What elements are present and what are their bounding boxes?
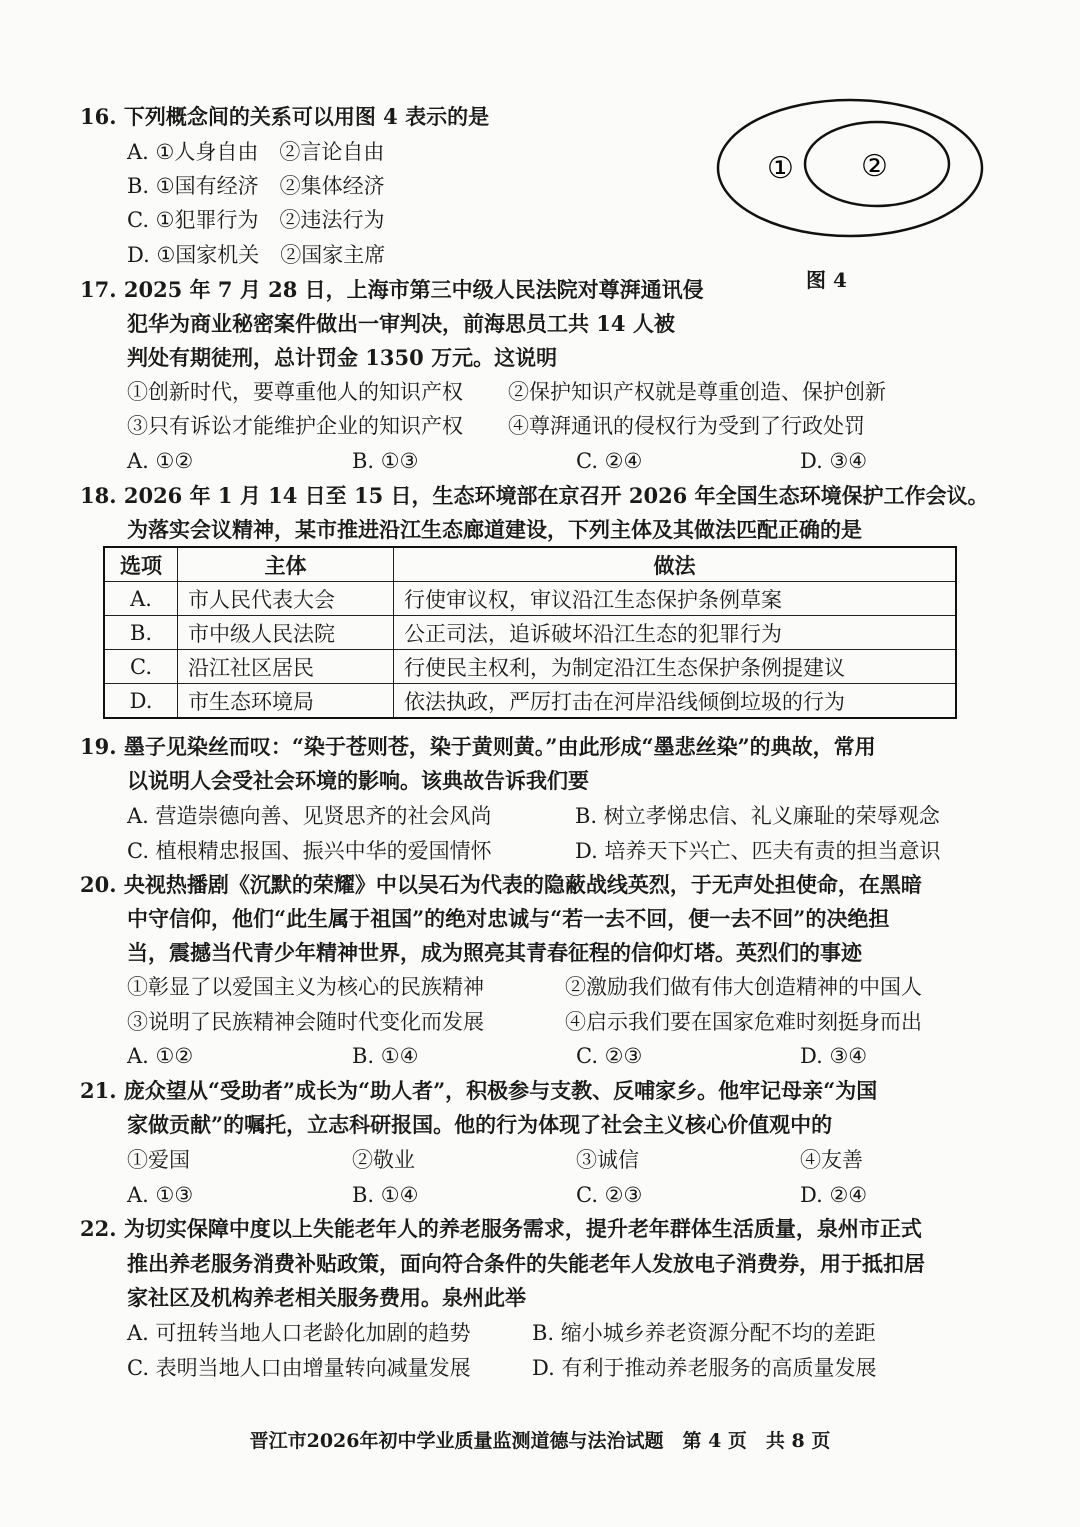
table-row xyxy=(104,650,956,684)
q20-line-2: 中守信仰，他们“此生属于祖国”的绝对忠诚与“若一去不回，便一去不回”的决绝担 xyxy=(127,906,890,931)
q21-line-2: 家做贡献”的嘱托，立志科研报国。他的行为体现了社会主义核心价值观中的 xyxy=(127,1112,833,1137)
header-option: 选项 xyxy=(104,547,178,582)
q17-statement-3: ③只有诉讼才能维护企业的知识产权 xyxy=(127,414,463,438)
row-b-subject: 市中级人民法院 xyxy=(178,616,394,650)
q20-choice-d: D. ③④ xyxy=(800,1044,868,1068)
row-c-practice: 行使民主权利，为制定沿江生态保护条例提建议 xyxy=(394,650,957,684)
q19-option-c: C. 植根精忠报国、振兴中华的爱国情怀 xyxy=(127,839,492,863)
q21-line-1: 21. 庞众望从“受助者”成长为“助人者”，积极参与支教、反哺家乡。他牢记母亲“为国 xyxy=(80,1078,878,1103)
q19-line-1: 19. 墨子见染丝而叹：“染于苍则苍，染于黄则黄。”由此形成“墨悲丝染”的典故，常用 xyxy=(80,734,876,759)
q21-statement-2: ②敬业 xyxy=(352,1148,415,1172)
header-practice: 做法 xyxy=(394,547,957,582)
q22-line-3: 家社区及机构养老相关服务费用。泉州此举 xyxy=(127,1285,526,1310)
q22-option-b: B. 缩小城乡养老资源分配不均的差距 xyxy=(532,1321,876,1345)
q19-line-2: 以说明人会受社会环境的影响。该典故告诉我们要 xyxy=(127,768,589,793)
q21-statement-1: ①爱国 xyxy=(127,1148,190,1172)
q16-option-a: A. ①人身自由 ②言论自由 xyxy=(127,140,385,164)
q16-option-b: B. ①国有经济 ②集体经济 xyxy=(127,174,385,198)
q18-line-1: 18. 2026 年 1 月 14 日至 15 日，生态环境部在京召开 2026 年全国生态环境保护工作会议。 xyxy=(80,483,989,508)
page-footer: 晋江市2026年初中学业质量监测道德与法治试题 第 4 页 共 8 页 xyxy=(249,1430,831,1452)
inner-label: ② xyxy=(861,149,888,184)
q20-choice-a: A. ①② xyxy=(127,1044,194,1068)
table-row xyxy=(104,616,956,650)
q21-choice-a: A. ①③ xyxy=(127,1183,194,1207)
header-subject: 主体 xyxy=(178,547,394,582)
q20-line-3: 当，震撼当代青少年精神世界，成为照亮其青春征程的信仰灯塔。英烈们的事迹 xyxy=(127,940,862,965)
q21-statement-3: ③诚信 xyxy=(576,1148,639,1172)
row-d-practice: 依法执政，严厉打击在河岸沿线倾倒垃圾的行为 xyxy=(394,684,957,719)
q20-line-1: 20. 央视热播剧《沉默的荣耀》中以吴石为代表的隐蔽战线英烈，于无声处担使命，在黑暗 xyxy=(80,872,922,897)
row-d-option: D. xyxy=(104,684,178,719)
q18-table xyxy=(103,546,957,719)
venn-figure-4 xyxy=(715,96,985,246)
q18-line-2: 为落实会议精神，某市推进沿江生态廊道建设，下列主体及其做法匹配正确的是 xyxy=(127,517,862,542)
q19-option-b: B. 树立孝悌忠信、礼义廉耻的荣辱观念 xyxy=(575,804,940,828)
q17-line-2: 犯华为商业秘密案件做出一审判决，前海思员工共 14 人被 xyxy=(127,311,675,336)
q17-line-1: 17. 2025 年 7 月 28 日，上海市第三中级人民法院对尊湃通讯侵 xyxy=(80,277,704,302)
q22-line-1: 22. 为切实保障中度以上失能老年人的养老服务需求，提升老年群体生活质量，泉州市正式 xyxy=(80,1216,922,1241)
q17-choice-d: D. ③④ xyxy=(800,449,868,473)
q21-choice-c: C. ②③ xyxy=(576,1183,643,1207)
q19-option-d: D. 培养天下兴亡、匹夫有责的担当意识 xyxy=(575,839,941,863)
table-row xyxy=(104,684,956,719)
q20-statement-2: ②激励我们做有伟大创造精神的中国人 xyxy=(565,975,922,999)
row-c-subject: 沿江社区居民 xyxy=(178,650,394,684)
q17-statement-4: ④尊湃通讯的侵权行为受到了行政处罚 xyxy=(508,414,865,438)
row-a-option: A. xyxy=(104,582,178,616)
q17-statement-1: ①创新时代，要尊重他人的知识产权 xyxy=(127,380,463,404)
row-b-practice: 公正司法，追诉破坏沿江生态的犯罪行为 xyxy=(394,616,957,650)
q16-stem: 16. 下列概念间的关系可以用图 4 表示的是 xyxy=(80,104,490,129)
outer-ellipse xyxy=(718,100,982,236)
q22-option-c: C. 表明当地人口由增量转向减量发展 xyxy=(127,1356,471,1380)
row-d-subject: 市生态环境局 xyxy=(178,684,394,719)
q19-option-a: A. 营造崇德向善、见贤思齐的社会风尚 xyxy=(127,804,492,828)
figure-caption: 图 4 xyxy=(806,268,847,292)
outer-label: ① xyxy=(767,151,794,186)
q22-line-2: 推出养老服务消费补贴政策，面向符合条件的失能老年人发放电子消费券，用于抵扣居 xyxy=(127,1251,925,1276)
q22-option-d: D. 有利于推动养老服务的高质量发展 xyxy=(532,1356,877,1380)
q21-choice-d: D. ②④ xyxy=(800,1183,868,1207)
q22-option-a: A. 可扭转当地人口老龄化加剧的趋势 xyxy=(127,1321,471,1345)
q21-choice-b: B. ①④ xyxy=(352,1183,419,1207)
q20-choice-c: C. ②③ xyxy=(576,1044,643,1068)
q17-line-3: 判处有期徒刑，总计罚金 1350 万元。这说明 xyxy=(127,345,558,370)
q17-choice-a: A. ①② xyxy=(127,449,194,473)
q20-statement-4: ④启示我们要在国家危难时刻挺身而出 xyxy=(565,1010,922,1034)
q17-statement-2: ②保护知识产权就是尊重创造、保护创新 xyxy=(508,380,886,404)
q21-statement-4: ④友善 xyxy=(800,1148,863,1172)
q20-statement-3: ③说明了民族精神会随时代变化而发展 xyxy=(127,1010,484,1034)
q20-choice-b: B. ①④ xyxy=(352,1044,419,1068)
row-a-subject: 市人民代表大会 xyxy=(178,582,394,616)
table-header-row xyxy=(104,547,956,582)
q17-choice-b: B. ①③ xyxy=(352,449,419,473)
q16-option-d: D. ①国家机关 ②国家主席 xyxy=(127,243,386,267)
row-c-option: C. xyxy=(104,650,178,684)
row-a-practice: 行使审议权，审议沿江生态保护条例草案 xyxy=(394,582,957,616)
q20-statement-1: ①彰显了以爱国主义为核心的民族精神 xyxy=(127,975,484,999)
q16-option-c: C. ①犯罪行为 ②违法行为 xyxy=(127,208,385,232)
q17-choice-c: C. ②④ xyxy=(576,449,643,473)
row-b-option: B. xyxy=(104,616,178,650)
table-row xyxy=(104,582,956,616)
